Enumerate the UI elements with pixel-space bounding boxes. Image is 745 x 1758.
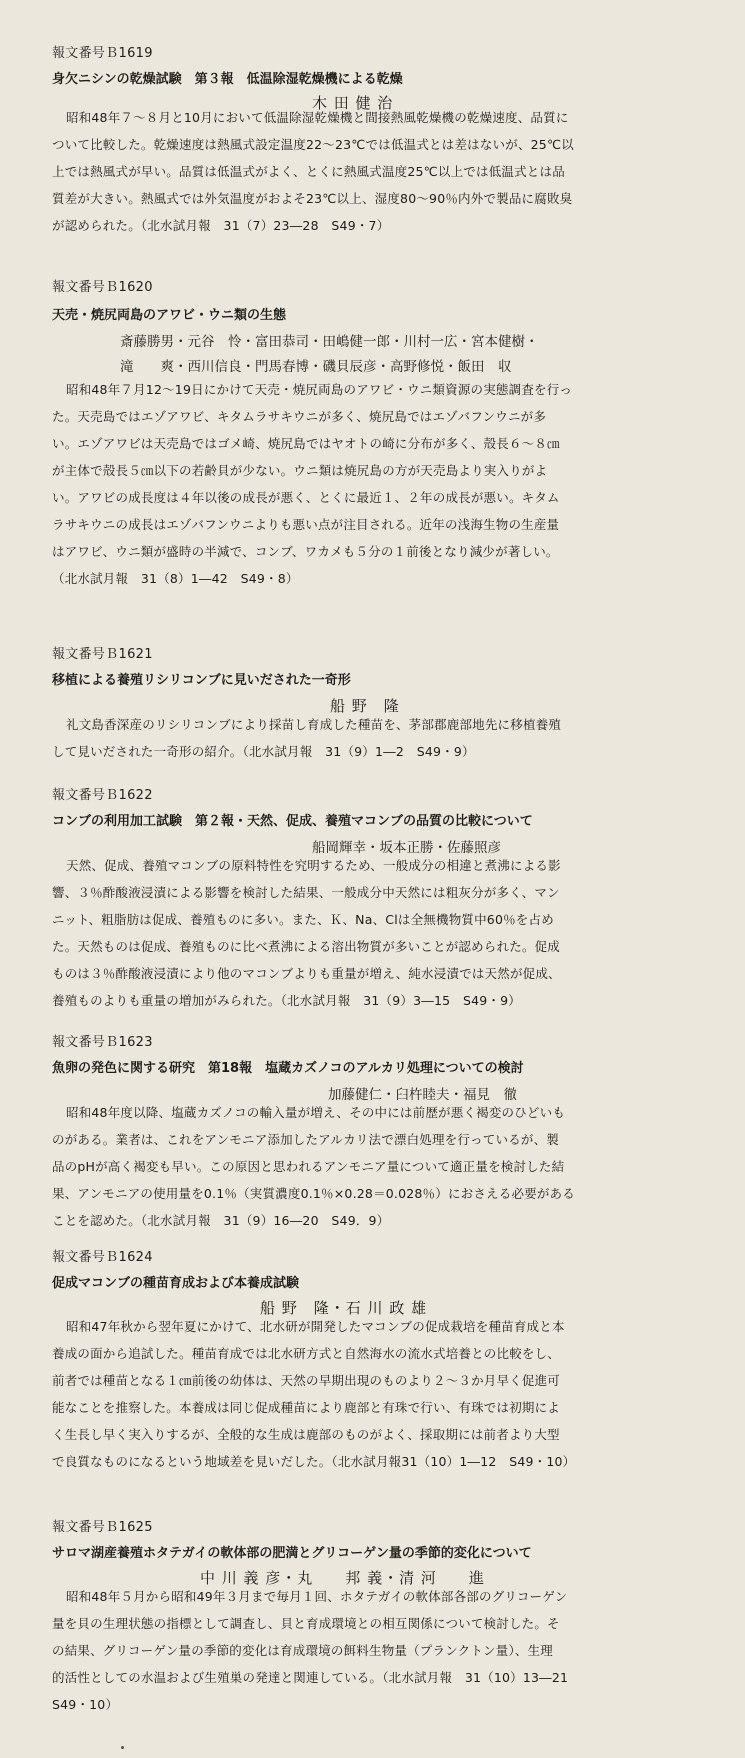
abstract-line: が認められた。（北水試月報 31（7）23―28 S49・7）: [52, 218, 390, 233]
report-authors: 斎藤勝男・元谷 怜・富田恭司・田嶋健一郎・川村一広・宮本健樹・: [120, 334, 539, 350]
abstract-line: 前者では種苗となる１㎝前後の幼体は、天然の早期出現のものより２～３か月早く促進可: [52, 1373, 561, 1388]
abstract-line: 礼文島香深産のリシリコンブにより採苗し育成した種苗を、茅部郡鹿部地先に移植養殖: [66, 717, 562, 732]
report-abstract: [52, 711, 700, 765]
abstract-line: ラサキウニの成長はエゾバフンウニよりも悪い点が注目される。近年の浅海生物の生産量: [52, 517, 560, 532]
abstract-line: い。エゾアワビは天売島ではゴメ崎、焼尻島ではヤオトの崎に分布が多く、殻長６～８㎝: [52, 436, 560, 451]
abstract-line: 品のpHが高く褐変も早い。この原因と思われるアンモニア量について適正量を検討した結: [52, 1159, 565, 1174]
abstract-line: の結果、グリコーゲン量の季節的変化は育成環境の餌料生物量（プランクトン量）、生理: [52, 1643, 554, 1658]
abstract-line: 養殖ものよりも重量の増加がみられた。（北水試月報 31（9）3―15 S49・9）: [52, 993, 521, 1008]
report-authors: 滝 爽・西川信良・門馬春博・磯貝辰彦・高野修悦・飯田 収: [120, 359, 512, 375]
report-number: 報文番号Ｂ1621: [52, 647, 153, 662]
abstract-line: 上では熱風式が早い。品質は低温式がよく、とくに熱風式温度25℃以上では低温式とは品: [52, 164, 565, 179]
report-abstract: [52, 376, 700, 592]
report-authors: 中 川 義 彦・丸 邦 義・清 河 進: [200, 1569, 485, 1587]
report-title: 魚卵の発色に関する研究 第18報 塩蔵カズノコのアルカリ処理についての検討: [52, 1061, 524, 1076]
report-title: 促成マコンブの種苗育成および本養成試験: [52, 1276, 300, 1291]
abstract-line: 果、アンモニアの使用量を0.1％（実質濃度0.1％×0.28＝0.028％）におさえる必要がある: [52, 1186, 575, 1201]
print-speck: [121, 1746, 124, 1749]
abstract-line: で良質なものになるという地域差を見いだした。（北水試月報31（10）1―12 S49・10）: [52, 1454, 576, 1469]
abstract-line: 昭和48年７月12～19日にかけて天売・焼尻両島のアワビ・ウニ類資源の実態調査を行っ: [66, 382, 573, 397]
report-abstract: [52, 852, 700, 1014]
report-abstract: [52, 1583, 700, 1718]
abstract-line: 昭和48年５月から昭和49年３月まで毎月１回、ホタテガイの軟体部各部のグリコーゲン: [66, 1589, 568, 1604]
abstract-line: 養成の面から追試した。種苗育成では北水研方式と自然海水の流水式培養との比較をし、: [52, 1346, 561, 1361]
report-number: 報文番号Ｂ1623: [52, 1035, 153, 1050]
report-authors: 木 田 健 治: [312, 94, 394, 112]
abstract-line: はアワビ、ウニ類が盛時の半減で、コンブ、ワカメも５分の１前後となり減少が著しい。: [52, 544, 559, 559]
report-number: 報文番号Ｂ1620: [52, 280, 153, 295]
report-authors: 船 野 隆: [330, 697, 400, 715]
report-title: コンブの利用加工試験 第２報・天然、促成、養殖マコンブの品質の比較について: [52, 814, 533, 829]
report-abstract: [52, 104, 700, 239]
report-title: 移植による養殖リシリコンブに見いだされた一奇形: [52, 673, 351, 688]
abstract-line: して見いだされた一奇形の紹介。（北水試月報 31（9）1―2 S49・9）: [52, 744, 475, 759]
abstract-line: （北水試月報 31（8）1―42 S49・8）: [52, 571, 299, 586]
abstract-line: のがある。業者は、これをアンモニア添加したアルカリ法で漂白処理を行っているが、製: [52, 1132, 560, 1147]
abstract-line: ニット、粗脂肪は促成、養殖ものに多い。また、Ｋ、Na、Clは全無機物質中60％を占め: [52, 912, 554, 927]
abstract-line: 昭和48年度以降、塩蔵カズノコの輸入量が増え、その中には前歴が悪く褐変のひどいも: [66, 1105, 566, 1120]
abstract-line: S49・10）: [52, 1697, 119, 1712]
abstract-line: た。天然ものは促成、養殖ものに比べ煮沸による溶出物質が多いことが認められた。促成: [52, 939, 561, 954]
abstract-line: 天然、促成、養殖マコンブの原料特性を究明するため、一般成分の相違と煮沸による影: [66, 858, 561, 873]
abstract-line: ついて比較した。乾燥速度は熱風式設定温度22～23℃では低温式とは差はないが、25℃以: [52, 137, 574, 152]
abstract-line: ものは３％酢酸液浸漬により他のマコンブよりも重量が増え、純水浸漬では天然が促成、: [52, 966, 561, 981]
report-title: サロマ湖産養殖ホタテガイの軟体部の肥満とグリコーゲン量の季節的変化について: [52, 1546, 532, 1561]
abstract-line: 昭和47年秋から翌年夏にかけて、北水研が開発したマコンブの促成栽培を種苗育成と本: [66, 1319, 565, 1334]
abstract-line: た。天売島ではエゾアワビ、キタムラサキウニが多く、焼尻島ではエゾバフンウニが多: [52, 409, 547, 424]
report-authors: 加藤健仁・臼杵睦夫・福見 徹: [328, 1087, 517, 1103]
abstract-line: ことを認めた。（北水試月報 31（9）16―20 S49．9）: [52, 1213, 390, 1228]
abstract-line: 質差が大きい。熱風式では外気温度がおよそ23℃以上、湿度80～90％内外で製品に腐敗臭: [52, 191, 573, 206]
abstract-line: 能なことを推察した。本養成は同じ促成種苗により鹿部と有珠で行い、有珠では初期によ: [52, 1400, 561, 1415]
report-number: 報文番号Ｂ1619: [52, 46, 153, 61]
report-authors: 船岡輝幸・坂本正勝・佐藤照彦: [312, 840, 501, 856]
report-abstract: [52, 1313, 700, 1475]
abstract-line: く生長し早く実入りするが、全般的な生成は鹿部のものがよく、採取期には前者より大型: [52, 1427, 560, 1442]
report-title: 天売・焼尻両島のアワビ・ウニ類の生態: [52, 308, 287, 323]
abstract-line: 的活性としての水温および生殖巣の発達と関連している。（北水試月報 31（10）13―21: [52, 1670, 569, 1685]
abstract-line: い。アワビの成長度は４年以後の成長が悪く、とくに最近１、２年の成長が悪い。キタム: [52, 490, 560, 505]
report-number: 報文番号Ｂ1622: [52, 788, 153, 803]
report-title: 身欠ニシンの乾燥試験 第３報 低温除湿乾燥機による乾燥: [52, 72, 403, 87]
abstract-line: 響、３％酢酸液浸漬による影響を検討した結果、一般成分中天然には粗灰分が多く、マン: [52, 885, 560, 900]
report-number: 報文番号Ｂ1625: [52, 1520, 153, 1535]
report-abstract: [52, 1099, 700, 1234]
report-number: 報文番号Ｂ1624: [52, 1250, 153, 1265]
abstract-line: が主体で殻長５㎝以下の若齢貝が少ない。ウニ類は焼尻島の方が天売島より実入りがよ: [52, 463, 548, 478]
abstract-line: 昭和48年７～８月と10月において低温除湿乾燥機と間接熱風乾燥機の乾燥速度、品質に: [66, 110, 569, 125]
abstract-line: 量を貝の生理状態の指標として調査し、貝と育成環境との相互関係について検討した。そ: [52, 1616, 560, 1631]
report-authors: 船 野 隆・石 川 政 雄: [260, 1299, 428, 1317]
